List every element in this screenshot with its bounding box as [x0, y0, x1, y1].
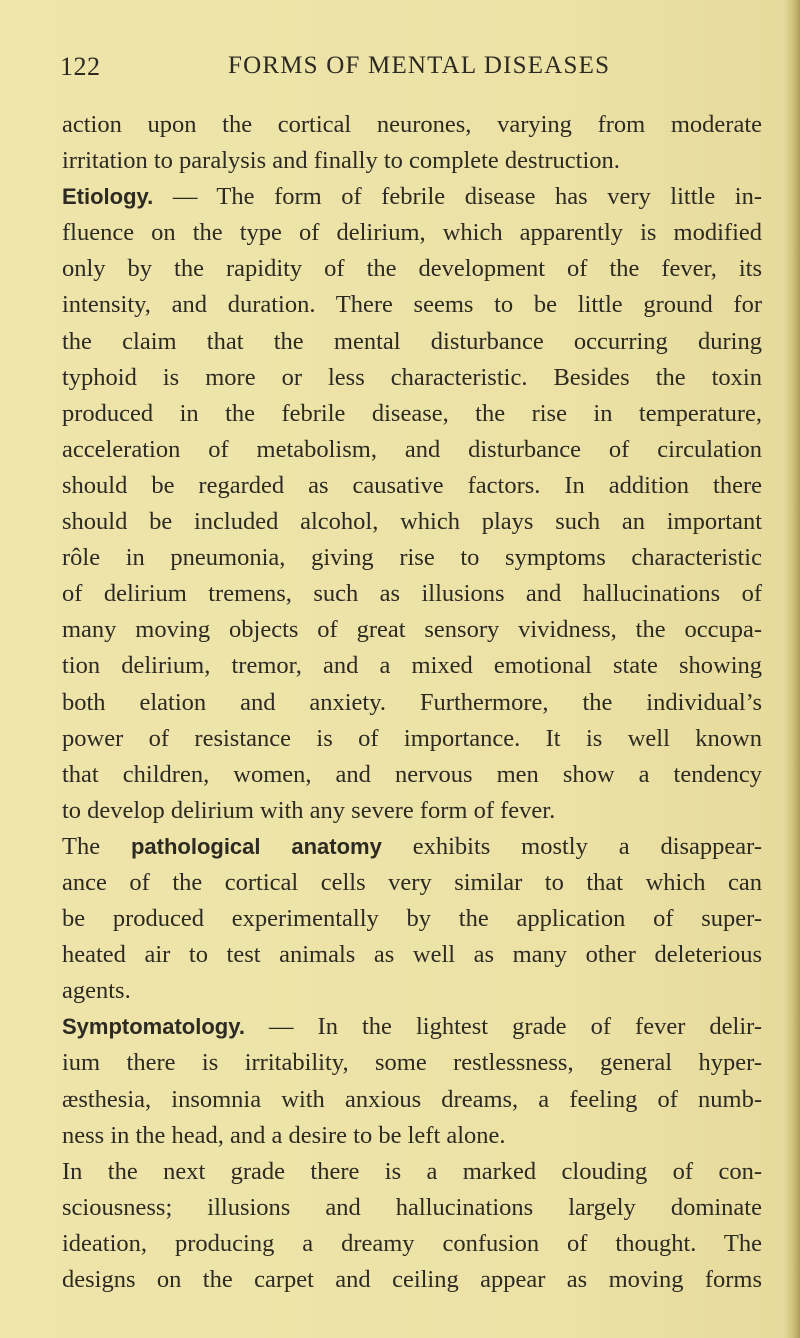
- text-line: [62, 576, 762, 612]
- line-text: produced in the febrile disease, the rise in temperature,: [62, 399, 762, 427]
- text-line: [62, 360, 762, 396]
- text-line: [62, 1082, 762, 1118]
- text-line: [62, 901, 762, 937]
- line-text: designs on the carpet and ceiling appear as moving forms: [62, 1266, 762, 1293]
- text-line: [62, 107, 762, 143]
- line-text: fluence on the type of delirium, which apparently is modified: [62, 219, 762, 247]
- line-text: the claim that the mental disturbance occurring during: [62, 327, 762, 355]
- line-text: to develop delirium with any severe form of fever.: [62, 796, 556, 824]
- text-line: [62, 251, 762, 287]
- line-text: acceleration of metabolism, and disturbance of circulation: [62, 435, 762, 463]
- text-line: [62, 937, 762, 973]
- text-line: [62, 1118, 762, 1154]
- text-line: [62, 757, 762, 793]
- text-line: [62, 540, 762, 576]
- line-text: ness in the head, and a desire to be left alone.: [62, 1121, 506, 1149]
- text-line: [62, 143, 762, 179]
- line-text: æsthesia, insomnia with anxious dreams, a feeling of numb-: [62, 1085, 762, 1113]
- text-line: [62, 1045, 762, 1081]
- page-number: 122: [60, 52, 101, 81]
- line-text: — The form of febrile disease has very little in-: [153, 183, 762, 211]
- line-text: tion delirium, tremor, and a mixed emotional state showing: [62, 652, 762, 680]
- run-in-heading: Etiology.: [62, 184, 154, 210]
- page-gutter-shadow: [784, 0, 800, 1338]
- line-text: many moving objects of great sensory vividness, the occupa-: [62, 616, 762, 644]
- text-line: [62, 468, 762, 504]
- line-text: ium there is irritability, some restlessness, general hyper-: [62, 1049, 762, 1077]
- line-text: In the next grade there is a marked clouding of con-: [62, 1157, 762, 1185]
- text-line: [62, 179, 762, 215]
- line-text: ideation, producing a dreamy confusion of thought. The: [62, 1229, 762, 1257]
- text-line: [62, 721, 762, 757]
- line-text: should be regarded as causative factors. In addition there: [62, 471, 762, 499]
- text-line: [62, 396, 762, 432]
- line-text: irritation to paralysis and finally to complete destruction.: [62, 147, 620, 175]
- text-line: [62, 287, 762, 323]
- text-line: [62, 648, 762, 684]
- line-text: agents.: [62, 977, 131, 1005]
- line-text: only by the rapidity of the development of the fever, its: [62, 255, 762, 283]
- line-text: action upon the cortical neurones, varying from moderate: [62, 111, 762, 138]
- text-line: [62, 1226, 762, 1262]
- text-line: [62, 612, 762, 648]
- running-title: FORMS OF MENTAL DISEASES: [228, 52, 611, 79]
- line-text: heated air to test animals as well as many other deleterious: [62, 941, 762, 969]
- text-line: [62, 973, 762, 1009]
- line-prefix: The: [62, 832, 131, 860]
- line-text: rôle in pneumonia, giving rise to symptoms characteristic: [62, 544, 762, 572]
- page-header: [60, 52, 760, 92]
- text-line: [62, 1154, 762, 1190]
- line-text: power of resistance is of importance. It is well known: [62, 724, 762, 752]
- line-text: — In the lightest grade of fever delir-: [244, 1013, 762, 1041]
- line-text: that children, women, and nervous men show a tendency: [62, 760, 762, 788]
- run-in-heading: pathological anatomy: [130, 833, 382, 859]
- line-text: exhibits mostly a disappear-: [381, 832, 762, 860]
- line-text: both elation and anxiety. Furthermore, the individual’s: [62, 688, 762, 716]
- text-line: [62, 829, 762, 865]
- line-text: sciousness; illusions and hallucinations largely dominate: [62, 1193, 762, 1221]
- run-in-heading: Symptomatology.: [62, 1014, 245, 1040]
- text-line: [62, 504, 762, 540]
- text-line: [62, 324, 762, 360]
- text-line: [62, 432, 762, 468]
- text-line: [62, 1190, 762, 1226]
- text-line: [62, 215, 762, 251]
- line-text: intensity, and duration. There seems to be little ground for: [62, 291, 762, 319]
- text-line: [62, 685, 762, 721]
- line-text: ance of the cortical cells very similar to that which can: [62, 868, 762, 896]
- text-line: [62, 1009, 762, 1045]
- text-line: [62, 793, 762, 829]
- line-text: should be included alcohol, which plays such an important: [62, 508, 762, 536]
- line-text: of delirium tremens, such as illusions and hallucinations of: [62, 580, 762, 608]
- body-text: [62, 107, 762, 1298]
- line-text: typhoid is more or less characteristic. Besides the toxin: [62, 363, 762, 391]
- line-text: be produced experimentally by the application of super-: [62, 905, 762, 933]
- text-line: [62, 865, 762, 901]
- text-line: [62, 1262, 762, 1298]
